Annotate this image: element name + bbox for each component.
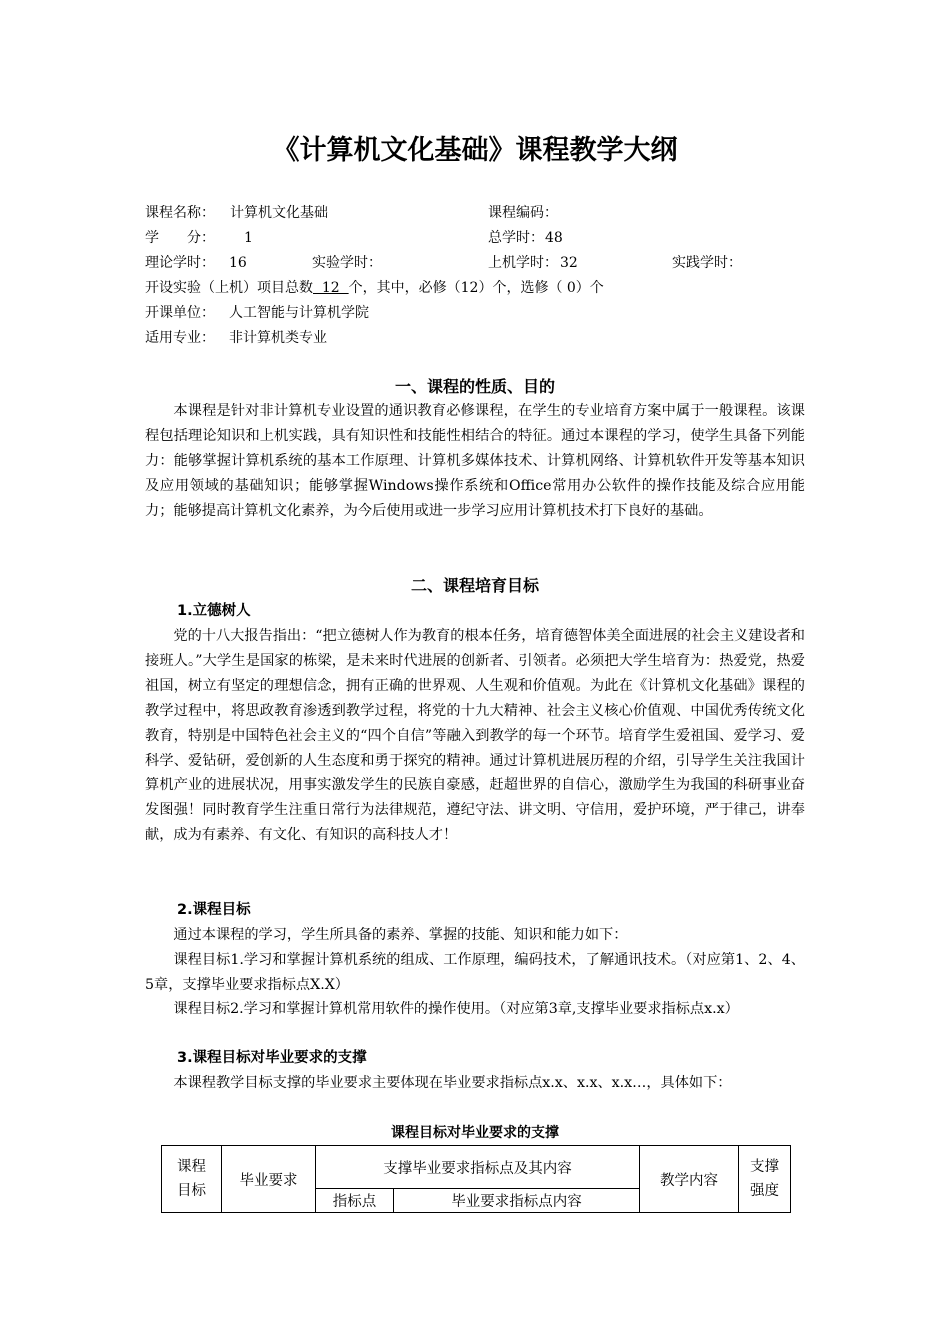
course-code-label: 课程编码： xyxy=(488,205,558,221)
sub1-paragraph: 党的十八大报告指出：“把立德树人作为教育的根本任务，培育德智体美全面进展的社会主义建设者和接班人。”大学生是国家的栋梁，是未来时代进展的创新者、引领者。必须把大学生培育为：热爱党，热爱祖国，树立有坚定的理想信念，拥有正确的世界观、人生观和价值观。为此在《计算机文化基础》课程的教学过程中，将思政教育渗透到教学过程，将党的十九大精神、社会主义核心价值观、中国优秀传统文化教育，特别是中国特色社会主义的“四个自信”等融入到教学的每一个环节。培育学生爱祖国、爱学习、爱科学、爱钻研，爱创新的人生态度和勇于探究的精神。通过计算机进展历程的介绍，引导学生关注我国计算机产业的进展状况，用事实激发学生的民族自豪感，赶超世界的自信心，激励学生为我国的科研事业奋发图强！同时教育学生注重日常行为法律规范，遵纪守法、讲文明、守信用，爱护环境，严于律己，讲奉献，成为有素养、有文化、有知识的高科技人才！ xyxy=(145,628,805,844)
table-header-row xyxy=(162,1146,791,1189)
section2-title: 二、课程培育目标 xyxy=(410,576,539,595)
course-name-label: 课程名称： xyxy=(145,205,215,221)
major-label: 适用专业： xyxy=(145,330,215,346)
computer-hours-value: 32 xyxy=(560,255,578,271)
projects-suffix: 个，其中，必修（12）个，选修（ 0）个 xyxy=(348,280,604,296)
sub2-title: 2.课程目标 xyxy=(177,902,251,918)
support-table xyxy=(161,1145,791,1213)
theory-hours-label: 理论学时： xyxy=(145,255,215,271)
credit-value: 1 xyxy=(244,230,253,246)
sub3-title: 3.课程目标对毕业要求的支撑 xyxy=(177,1050,367,1066)
practice-hours-label: 实践学时： xyxy=(672,255,742,271)
header-support-strength: 支撑强度 xyxy=(739,1146,791,1213)
info-row-projects xyxy=(145,276,604,301)
sub1-title: 1.立德树人 xyxy=(177,603,251,619)
section1-paragraph: 本课程是针对非计算机专业设置的通识教育必修课程，在学生的专业培育方案中属于一般课程。该课程包括理论知识和上机实践，具有知识性和技能性相结合的特征。通过本课程的学习，使学生具备下列能力：能够掌握计算机系统的基本工作原理、计算机多媒体技术、计算机网络、计算机软件开发等基本知识及应用领域的基础知识；能够掌握Windows操作系统和Office常用办公软件的操作技能及综合应用能力；能够提高计算机文化素养，为今后使用或进一步学习应用计算机技术打下良好的基础。 xyxy=(145,403,805,519)
total-hours-value: 48 xyxy=(545,230,563,246)
computer-hours-label: 上机学时： xyxy=(488,255,558,271)
header-indicator-content: 毕业要求指标点内容 xyxy=(394,1189,640,1213)
department-label: 开课单位： xyxy=(145,305,215,321)
goal1-text: 课程目标1.学习和掌握计算机系统的组成、工作原理，编码技术，了解通讯技术。（对应第1、2、4、5章，支撑毕业要求指标点X.X） xyxy=(145,952,805,993)
projects-line xyxy=(145,280,604,296)
projects-prefix: 开设实验（上机）项目总数 xyxy=(145,280,313,296)
course-name-value: 计算机文化基础 xyxy=(230,205,328,221)
table-caption: 课程目标对毕业要求的支撑 xyxy=(391,1125,559,1141)
major-value: 非计算机类专业 xyxy=(229,330,327,346)
header-course-goal: 课程目标 xyxy=(162,1146,222,1213)
document-title: 《计算机文化基础》课程教学大纲 xyxy=(272,135,678,166)
header-indicator: 指标点 xyxy=(316,1189,394,1213)
sub3-paragraph: 本课程教学目标支撑的毕业要求主要体现在毕业要求指标点x.x、x.x、x.x…，具体如下： xyxy=(173,1075,732,1091)
sub2-intro: 通过本课程的学习，学生所具备的素养、掌握的技能、知识和能力如下： xyxy=(173,927,628,943)
department-value: 人工智能与计算机学院 xyxy=(229,305,369,321)
header-support-group: 支撑毕业要求指标点及其内容 xyxy=(316,1146,640,1189)
goal2-text: 课程目标2.学习和掌握计算机常用软件的操作使用。（对应第3章,支撑毕业要求指标点x.x） xyxy=(173,1001,739,1017)
experiment-hours-label: 实验学时： xyxy=(312,255,382,271)
section1-title: 一、课程的性质、目的 xyxy=(394,377,555,396)
credit-label: 学 分： xyxy=(145,230,215,246)
theory-hours-value: 16 xyxy=(229,255,247,271)
total-hours-label: 总学时： xyxy=(488,230,544,246)
header-teaching-content: 教学内容 xyxy=(640,1146,739,1213)
header-requirement: 毕业要求 xyxy=(222,1146,316,1213)
projects-total: 12 xyxy=(313,280,349,296)
